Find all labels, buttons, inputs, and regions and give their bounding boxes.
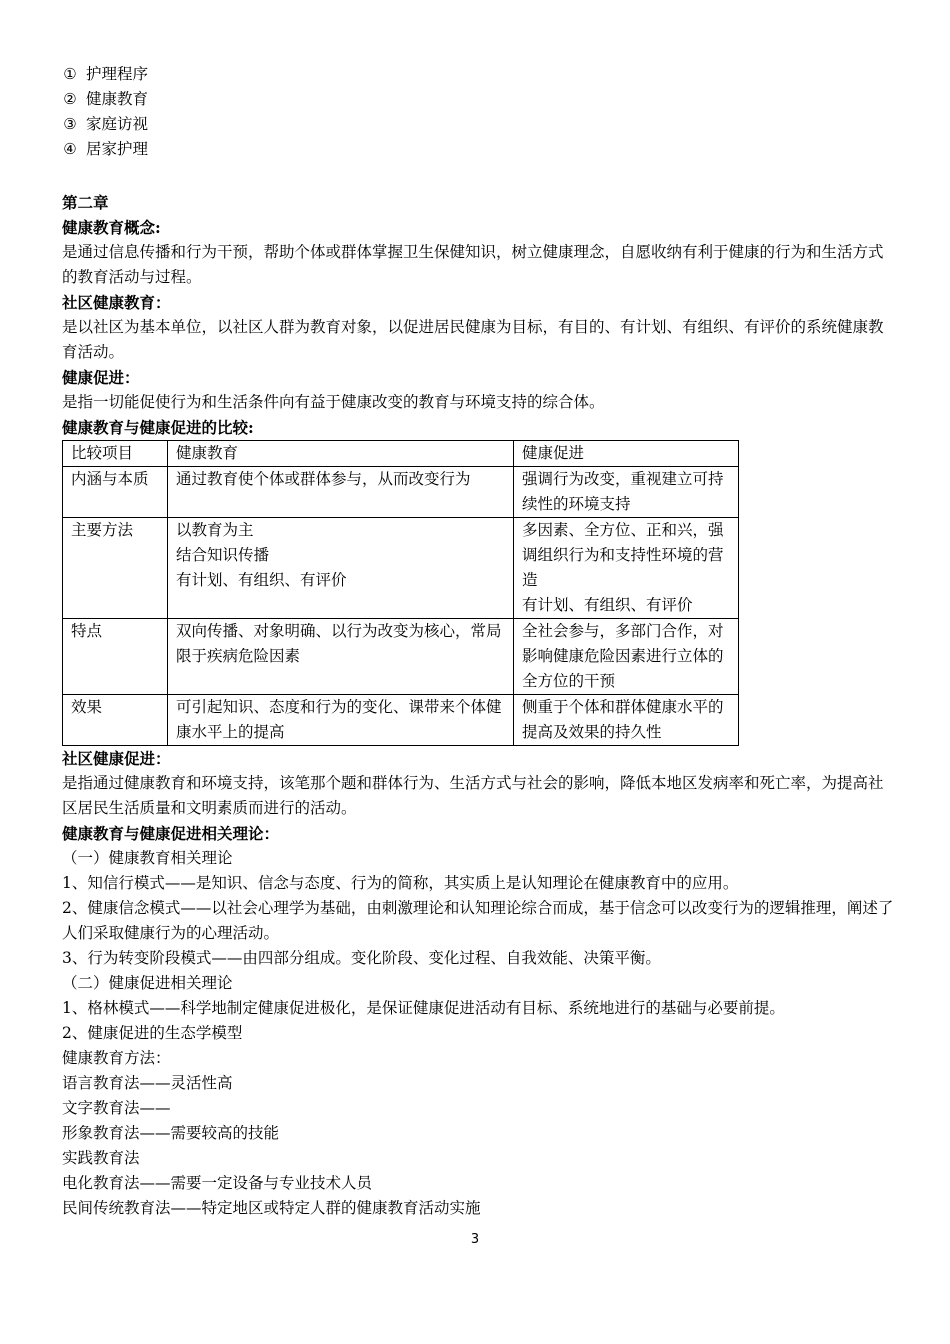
table-header-cell: 健康教育 <box>168 441 514 467</box>
page-number: 3 <box>470 1232 480 1247</box>
table-row <box>63 467 739 518</box>
table-cell: 全社会参与，多部门合作，对影响健康危险因素进行立体的全方位的干预 <box>514 619 739 695</box>
paragraph: 是通过信息传播和行为干预，帮助个体或群体掌握卫生保健知识，树立健康理念，自愿收纳有利于健康的行为和生活方式的教育活动与过程。 <box>62 243 884 286</box>
table-cell: 主要方法 <box>63 518 168 619</box>
comparison-table <box>62 440 739 746</box>
section-heading: 健康教育概念: <box>62 218 161 237</box>
subsection-heading: （二）健康促进相关理论 <box>62 974 233 992</box>
table-header-row <box>63 441 739 467</box>
table-cell: 内涵与本质 <box>63 467 168 518</box>
table-cell: 可引起知识、态度和行为的变化、课带来个体健康水平上的提高 <box>168 695 514 746</box>
circled-number: ③ <box>63 115 77 133</box>
section-heading: 健康促进： <box>62 368 140 387</box>
table-cell: 侧重于个体和群体健康水平的提高及效果的持久性 <box>514 695 739 746</box>
table-cell: 以教育为主 结合知识传播 有计划、有组织、有评价 <box>168 518 514 619</box>
table-row <box>63 518 739 619</box>
paragraph: 是指一切能促使行为和生活条件向有益于健康改变的教育与环境支持的综合体。 <box>62 393 605 411</box>
table-row <box>63 619 739 695</box>
method-item: 电化教育法——需要一定设备与专业技术人员 <box>62 1174 373 1192</box>
paragraph: 是以社区为基本单位，以社区人群为教育对象，以促进居民健康为目标，有目的、有计划、有组织、有评价的系统健康教育活动。 <box>62 318 884 361</box>
document-page <box>62 62 898 1221</box>
theory-item: 2、健康促进的生态学模型 <box>62 1024 243 1042</box>
method-item: 民间传统教育法——特定地区或特定人群的健康教育活动实施 <box>62 1199 481 1217</box>
theory-item: 1、格林模式——科学地制定健康促进极化，是保证健康促进活动有目标、系统地进行的基础与必要前提。 <box>62 999 785 1017</box>
table-cell: 特点 <box>63 619 168 695</box>
numbered-list <box>62 62 898 162</box>
subsection-heading: （一）健康教育相关理论 <box>62 849 233 867</box>
list-item: ③ 家庭访视 <box>62 112 898 137</box>
table-header-cell: 比较项目 <box>63 441 168 467</box>
table-cell: 通过教育使个体或群体参与，从而改变行为 <box>168 467 514 518</box>
table-cell: 多因素、全方位、正和兴，强调组织行为和支持性环境的营造 有计划、有组织、有评价 <box>514 518 739 619</box>
method-item: 实践教育法 <box>62 1149 140 1167</box>
list-item: ④ 居家护理 <box>62 137 898 162</box>
circled-number: ② <box>63 90 77 108</box>
table-row <box>63 695 739 746</box>
theory-item: 3、行为转变阶段模式——由四部分组成。变化阶段、变化过程、自我效能、决策平衡。 <box>62 949 661 967</box>
theory-item: 2、健康信念模式——以社会心理学为基础，由刺激理论和认知理论综合而成，基于信念可以改变行为的逻辑推理，阐述了人们采取健康行为的心理活动。 <box>62 899 894 942</box>
circled-number: ① <box>63 65 77 83</box>
table-cell: 强调行为改变，重视建立可持续性的环境支持 <box>514 467 739 518</box>
method-item: 语言教育法——灵活性高 <box>62 1074 233 1092</box>
method-item: 文字教育法—— <box>62 1099 171 1117</box>
list-item: ① 护理程序 <box>62 62 898 87</box>
methods-heading: 健康教育方法： <box>62 1049 171 1067</box>
theory-item: 1、知信行模式——是知识、信念与态度、行为的简称，其实质上是认知理论在健康教育中的应用。 <box>62 874 739 892</box>
chapter-title: 第二章 <box>62 193 109 212</box>
section-heading: 健康教育与健康促进相关理论： <box>62 824 280 843</box>
table-header-cell: 健康促进 <box>514 441 739 467</box>
table-cell: 双向传播、对象明确、以行为改变为核心，常局限于疾病危险因素 <box>168 619 514 695</box>
method-item: 形象教育法——需要较高的技能 <box>62 1124 280 1142</box>
list-item: ② 健康教育 <box>62 87 898 112</box>
paragraph: 是指通过健康教育和环境支持，该笔那个题和群体行为、生活方式与社会的影响，降低本地区发病率和死亡率，为提高社区居民生活质量和文明素质而进行的活动。 <box>62 774 884 817</box>
circled-number: ④ <box>63 140 77 158</box>
section-heading: 健康教育与健康促进的比较: <box>62 418 254 437</box>
table-cell: 效果 <box>63 695 168 746</box>
section-heading: 社区健康教育： <box>62 293 171 312</box>
section-heading: 社区健康促进： <box>62 749 171 768</box>
